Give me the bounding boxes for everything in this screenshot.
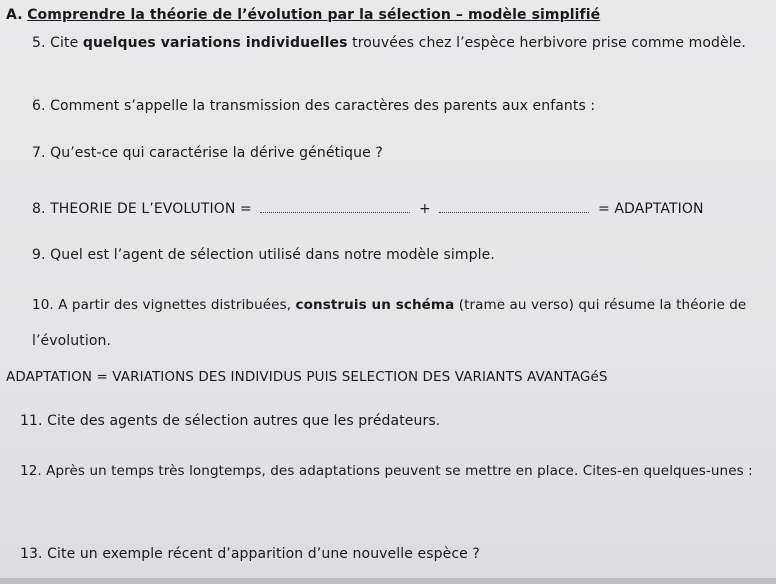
q5-bold: quelques variations individuelles (82, 35, 348, 51)
q8-blank-1 (260, 200, 410, 213)
q8-result: = ADAPTATION (597, 201, 704, 217)
adaptation-definition: ADAPTATION = VARIATIONS DES INDIVIDUS PUIS SELECTION DES VARIANTS AVANTAGéS (6, 369, 608, 385)
section-title: Comprendre la théorie de l’évolution par la sélection – modèle simplifié (27, 7, 601, 23)
q8-plus: + (418, 201, 431, 217)
question-6: 6. Comment s’appelle la transmission des caractères des parents aux enfants : (32, 98, 596, 114)
q10-bold: construis un schéma (295, 297, 455, 313)
section-header (6, 7, 600, 23)
question-5 (32, 35, 746, 51)
q8-blank-2 (439, 200, 589, 213)
q8-label: THEORIE DE L’EVOLUTION = (50, 201, 252, 217)
question-11: 11. Cite des agents de sélection autres que les prédateurs. (20, 413, 441, 429)
question-13: 13. Cite un exemple récent d’apparition d’une nouvelle espèce ? (20, 546, 480, 562)
question-10-line-2: l’évolution. (32, 333, 112, 349)
question-12: 12. Après un temps très longtemps, des adaptations peuvent se mettre en place. Cites-en quelques-unes : (20, 463, 753, 479)
question-7: 7. Qu’est-ce qui caractérise la dérive génétique ? (32, 145, 383, 161)
q8-number: 8. (32, 201, 46, 217)
q10-pre: A partir des vignettes distribuées, (58, 297, 292, 313)
q5-post: trouvées chez l’espèce herbivore prise comme modèle. (352, 35, 746, 51)
q5-number: 5. (32, 35, 46, 51)
page-edge (0, 578, 776, 584)
question-9: 9. Quel est l’agent de sélection utilisé dans notre modèle simple. (32, 247, 495, 263)
question-10 (32, 297, 746, 313)
q10-post: (trame au verso) qui résume la théorie de (458, 297, 747, 313)
question-8 (32, 200, 704, 217)
q10-number: 10. (32, 297, 54, 313)
section-letter: A. (6, 7, 23, 23)
q5-pre: Cite (50, 35, 79, 51)
